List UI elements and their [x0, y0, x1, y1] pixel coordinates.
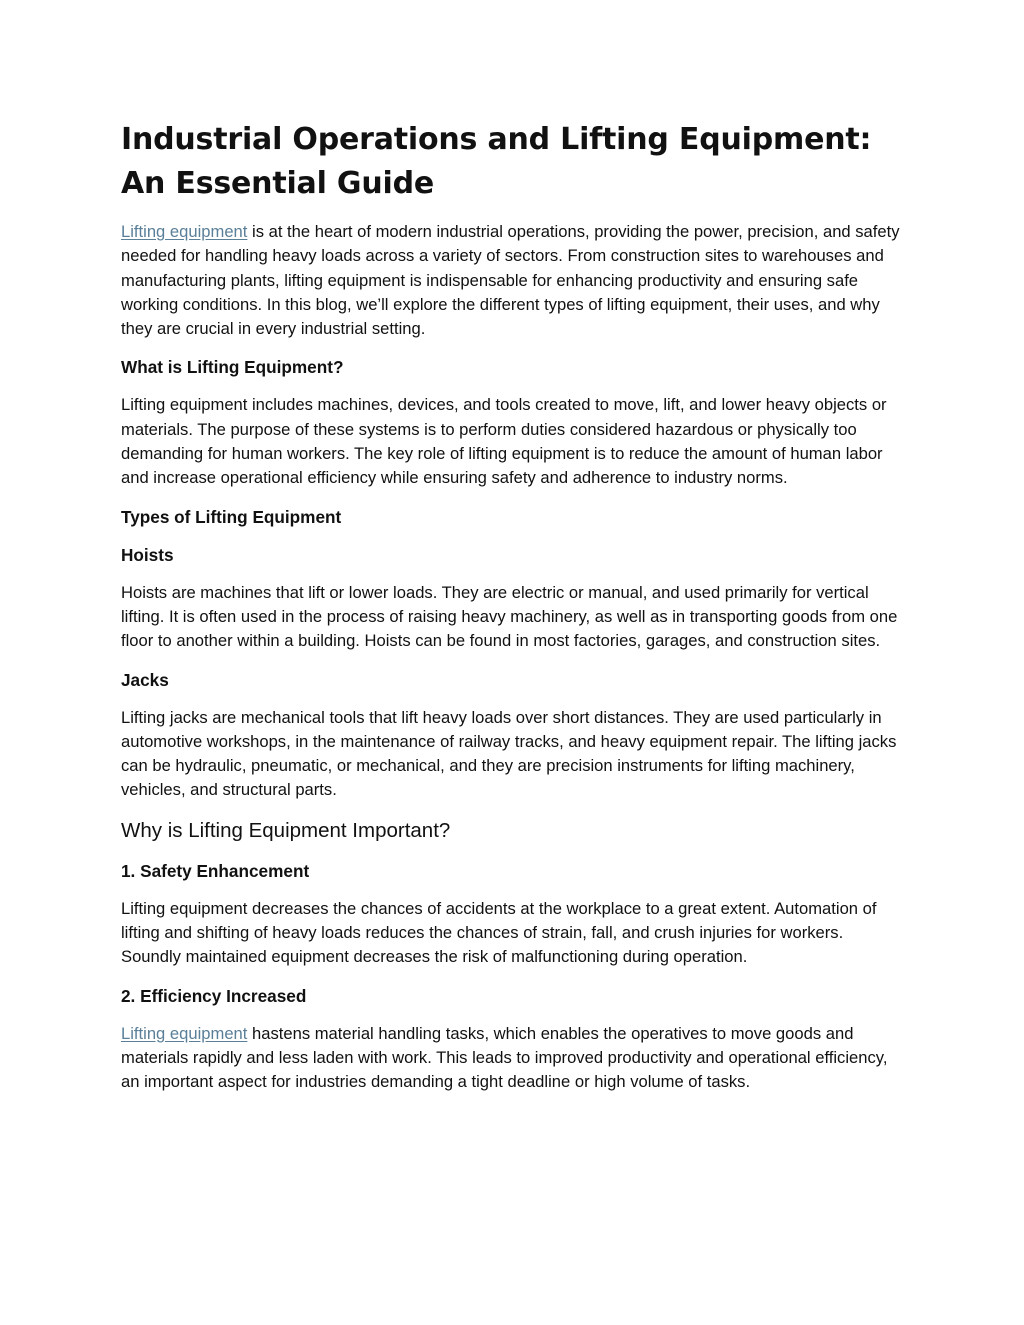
- hoists-paragraph: Hoists are machines that lift or lower loads. They are electric or manual, and used primarily for vertical lifting. It is often used in the process of raising heavy machinery, as well as in transporting goods from one floor to another within a building. Hoists can be found in most factories, garages, and construction sites.: [121, 582, 898, 651]
- lifting-equipment-link-2[interactable]: Lifting equipment: [121, 1023, 248, 1043]
- why-heading: Why is Lifting Equipment Important?: [121, 818, 451, 842]
- efficiency-paragraph: [121, 1022, 906, 1095]
- jacks-paragraph: Lifting jacks are mechanical tools that lift heavy loads over short distances. They are used particularly in automotive workshops, in the maintenance of railway tracks, and heavy equipment repair. The lifting jacks can be hydraulic, pneumatic, or mechanical, and they are precision instruments for lifting machinery, vehicles, and structural parts.: [121, 707, 897, 800]
- intro-text: is at the heart of modern industrial operations, providing the power, precision, and safety needed for handling heavy loads across a variety of sectors. From construction sites to warehouses and manufacturing plants, lifting equipment is indispensable for enhancing productivity and ensuring safe working conditions. In this blog, we’ll explore the different types of lifting equipment, their uses, and why they are crucial in every industrial setting.: [121, 222, 900, 339]
- efficiency-text: hastens material handling tasks, which enables the operatives to move goods and materials rapidly and less laden with work. This leads to improved productivity and operational efficiency, an important aspect for industries demanding a tight deadline or high volume of tasks.: [121, 1023, 888, 1092]
- hoists-heading: Hoists: [121, 544, 174, 565]
- efficiency-heading: 2. Efficiency Increased: [121, 985, 307, 1006]
- jacks-heading: Jacks: [121, 669, 169, 690]
- what-is-heading: What is Lifting Equipment?: [121, 357, 344, 378]
- types-heading: Types of Lifting Equipment: [121, 506, 342, 527]
- intro-paragraph: [121, 220, 906, 341]
- safety-paragraph: Lifting equipment decreases the chances of accidents at the workplace to a great extent. Automation of lifting and shifting of heavy loads reduces the chances of strain, fall, and crush injuries for workers. Soundly maintained equipment decreases the risk of malfunctioning during operation.: [121, 898, 877, 967]
- lifting-equipment-link[interactable]: Lifting equipment: [121, 222, 248, 241]
- article-title: Industrial Operations and Lifting Equipment: An Essential Guide: [121, 122, 872, 201]
- document-page: [121, 118, 906, 1109]
- what-is-paragraph: Lifting equipment includes machines, devices, and tools created to move, lift, and lower heavy objects or materials. The purpose of these systems is to perform duties considered hazardous or physically too demanding for human workers. The key role of lifting equipment is to reduce the amount of human labor and increase operational efficiency while ensuring safety and adherence to industry norms.: [121, 395, 887, 488]
- safety-heading: 1. Safety Enhancement: [121, 860, 310, 881]
